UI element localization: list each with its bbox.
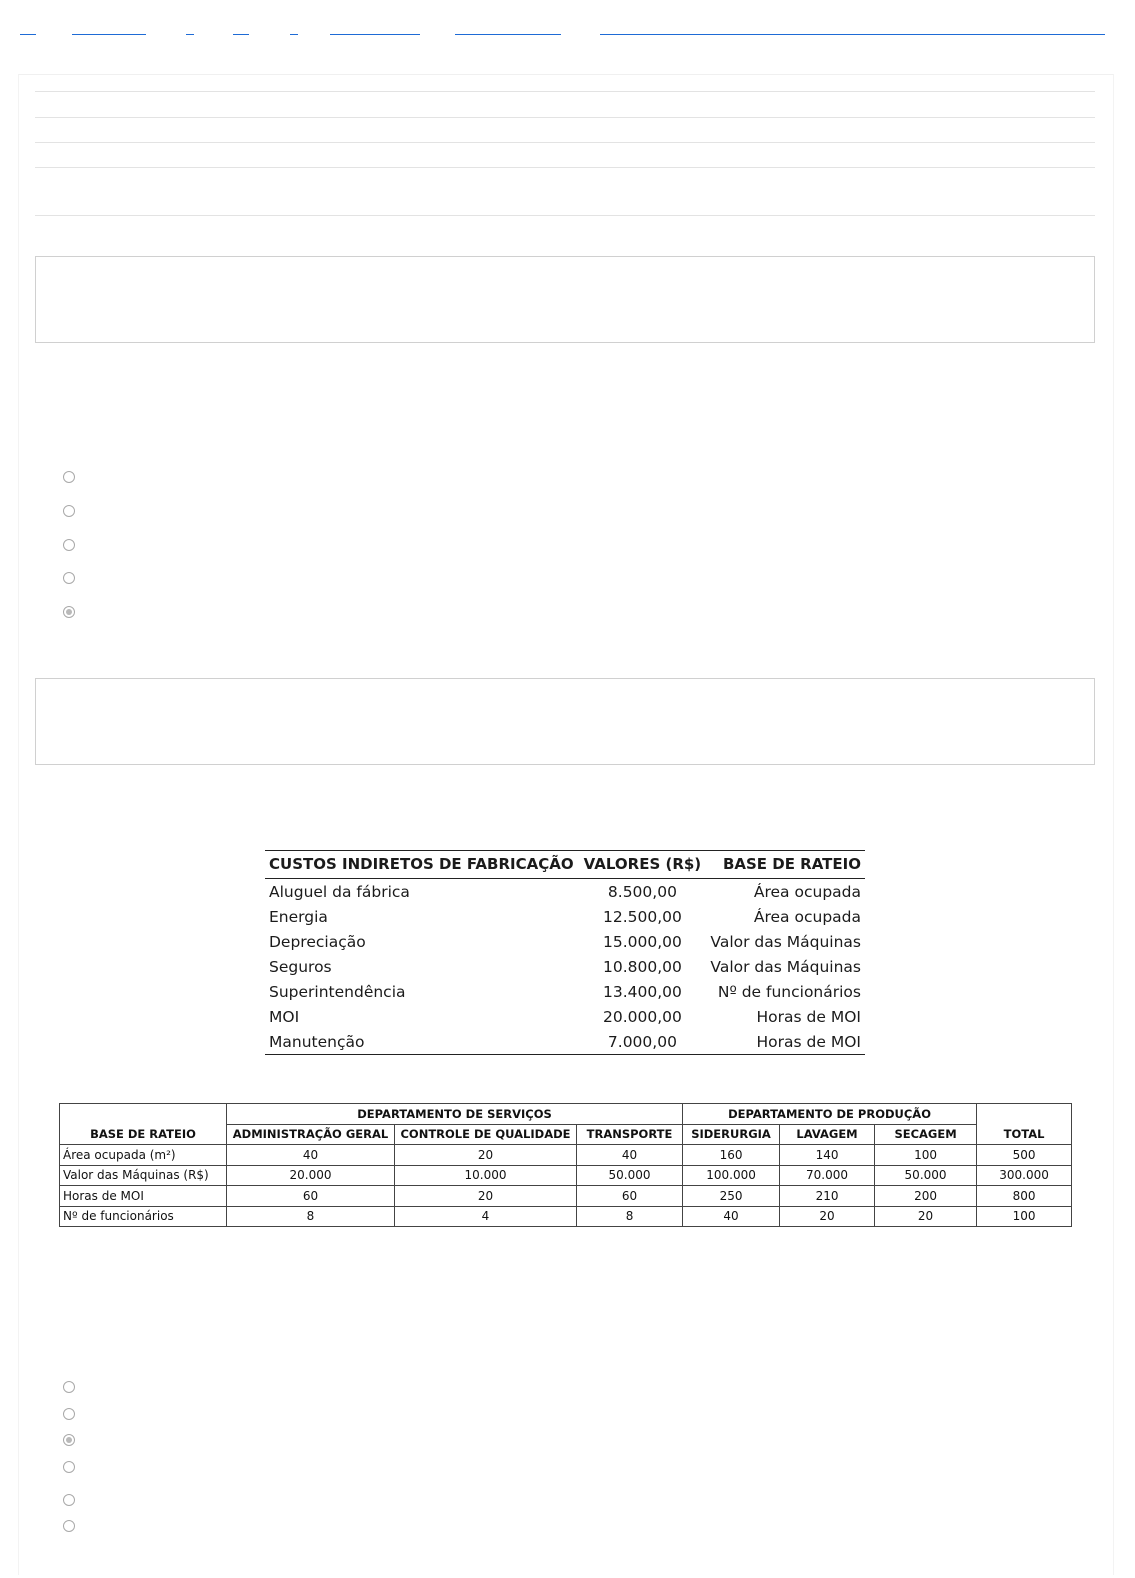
departments-table xyxy=(59,1103,1072,1227)
total-header-top xyxy=(977,1104,1072,1125)
question-1-option-b[interactable] xyxy=(63,505,75,517)
table-row xyxy=(265,954,865,979)
cost-base: Nº de funcionários xyxy=(717,982,861,1001)
row-label: Área ocupada (m²) xyxy=(60,1145,227,1166)
indirect-costs-table xyxy=(265,850,865,1055)
cell: 50.000 xyxy=(875,1165,977,1186)
cell: 800 xyxy=(977,1186,1072,1207)
group-header-row xyxy=(60,1104,1072,1125)
question-1-option-c[interactable] xyxy=(63,539,75,551)
question-2-option-a[interactable] xyxy=(63,1381,75,1393)
divider xyxy=(35,215,1095,216)
cell: 100 xyxy=(875,1145,977,1166)
nav-link[interactable] xyxy=(600,34,1105,35)
divider xyxy=(35,167,1095,168)
question-2-option-b[interactable] xyxy=(63,1408,75,1420)
base-header-top xyxy=(60,1104,227,1125)
question-2-option-c[interactable] xyxy=(63,1434,75,1446)
nav-link[interactable] xyxy=(72,34,146,35)
column-header: ADMINISTRAÇÃO GERAL xyxy=(227,1124,395,1145)
question-2-option-f[interactable] xyxy=(63,1520,75,1532)
table-row xyxy=(265,879,865,905)
question-2-option-e[interactable] xyxy=(63,1494,75,1506)
column-header: SECAGEM xyxy=(875,1124,977,1145)
cell: 200 xyxy=(875,1186,977,1207)
cost-name: Superintendência xyxy=(269,982,406,1001)
row-label: Valor das Máquinas (R$) xyxy=(60,1165,227,1186)
cell: 8 xyxy=(577,1206,683,1227)
column-header: CONTROLE DE QUALIDADE xyxy=(395,1124,577,1145)
cell: 40 xyxy=(227,1145,395,1166)
cost-value: 8.500,00 xyxy=(607,882,677,901)
column-header: CUSTOS INDIRETOS DE FABRICAÇÃO xyxy=(265,851,579,879)
cell: 500 xyxy=(977,1145,1072,1166)
cell: 300.000 xyxy=(977,1165,1072,1186)
base-header: BASE DE RATEIO xyxy=(60,1124,227,1145)
cost-value: 10.800,00 xyxy=(602,957,682,976)
cell: 40 xyxy=(577,1145,683,1166)
question-2-option-d[interactable] xyxy=(63,1461,75,1473)
cell: 60 xyxy=(577,1186,683,1207)
nav-link[interactable] xyxy=(20,34,36,35)
row-label: Horas de MOI xyxy=(60,1186,227,1207)
cell: 140 xyxy=(780,1145,875,1166)
services-group-header: DEPARTAMENTO DE SERVIÇOS xyxy=(227,1104,683,1125)
nav-link[interactable] xyxy=(330,34,420,35)
question-1-option-d[interactable] xyxy=(63,572,75,584)
cost-base: Valor das Máquinas xyxy=(710,932,861,951)
total-header: TOTAL xyxy=(977,1124,1072,1145)
table-row xyxy=(265,929,865,954)
divider xyxy=(35,117,1095,118)
column-header: TRANSPORTE xyxy=(577,1124,683,1145)
cell: 20 xyxy=(395,1145,577,1166)
question-2-statement-box xyxy=(35,678,1095,765)
table-row xyxy=(60,1186,1072,1207)
cell: 20 xyxy=(780,1206,875,1227)
column-header: BASE DE RATEIO xyxy=(706,851,865,879)
cell: 70.000 xyxy=(780,1165,875,1186)
table-row xyxy=(265,979,865,1004)
cell: 100 xyxy=(977,1206,1072,1227)
table-row xyxy=(60,1165,1072,1186)
cell: 50.000 xyxy=(577,1165,683,1186)
question-1-option-e[interactable] xyxy=(63,606,75,618)
production-group-header: DEPARTAMENTO DE PRODUÇÃO xyxy=(683,1104,977,1125)
cost-name: Aluguel da fábrica xyxy=(269,882,410,901)
nav-link[interactable] xyxy=(233,34,249,35)
table-row xyxy=(265,904,865,929)
cost-name: Manutenção xyxy=(265,1029,579,1055)
divider xyxy=(35,142,1095,143)
nav-link[interactable] xyxy=(186,34,194,35)
cost-base: Horas de MOI xyxy=(706,1029,865,1055)
cell: 4 xyxy=(395,1206,577,1227)
column-header: SIDERURGIA xyxy=(683,1124,780,1145)
cell: 160 xyxy=(683,1145,780,1166)
table-row xyxy=(60,1145,1072,1166)
cost-base: Valor das Máquinas xyxy=(710,957,861,976)
cost-value: 12.500,00 xyxy=(602,907,682,926)
cost-value: 20.000,00 xyxy=(602,1007,682,1026)
table-row xyxy=(60,1206,1072,1227)
cell: 8 xyxy=(227,1206,395,1227)
question-1-statement-box xyxy=(35,256,1095,343)
nav-link[interactable] xyxy=(455,34,561,35)
cost-value: 15.000,00 xyxy=(602,932,682,951)
table-header-row xyxy=(265,851,865,879)
row-label: Nº de funcionários xyxy=(60,1206,227,1227)
cell: 20.000 xyxy=(227,1165,395,1186)
cost-name: Seguros xyxy=(269,957,332,976)
cell: 250 xyxy=(683,1186,780,1207)
cost-name: MOI xyxy=(269,1007,300,1026)
nav-link[interactable] xyxy=(290,34,298,35)
cell: 100.000 xyxy=(683,1165,780,1186)
cell: 20 xyxy=(395,1186,577,1207)
column-header: VALORES (R$) xyxy=(579,851,705,879)
table-row xyxy=(265,1029,865,1055)
cell: 60 xyxy=(227,1186,395,1207)
cell: 210 xyxy=(780,1186,875,1207)
cost-value: 13.400,00 xyxy=(602,982,682,1001)
cost-name: Energia xyxy=(269,907,328,926)
cost-base: Horas de MOI xyxy=(756,1007,861,1026)
cost-base: Área ocupada xyxy=(753,882,861,901)
cost-value: 7.000,00 xyxy=(579,1029,705,1055)
cell: 10.000 xyxy=(395,1165,577,1186)
column-header-row xyxy=(60,1124,1072,1145)
table-row xyxy=(265,1004,865,1029)
cell: 40 xyxy=(683,1206,780,1227)
cost-name: Depreciação xyxy=(269,932,366,951)
divider xyxy=(35,91,1095,92)
column-header: LAVAGEM xyxy=(780,1124,875,1145)
question-1-option-a[interactable] xyxy=(63,471,75,483)
cell: 20 xyxy=(875,1206,977,1227)
cost-base: Área ocupada xyxy=(753,907,861,926)
